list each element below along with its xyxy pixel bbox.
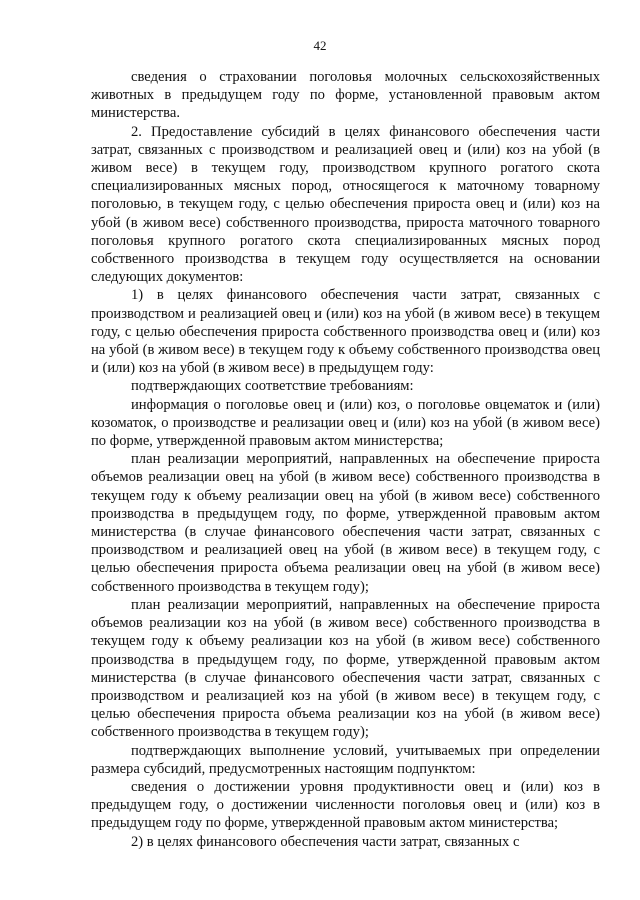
paragraph-requirements-intro: подтверждающих соответствие требованиям: <box>131 378 414 395</box>
page-number: 42 <box>313 38 327 53</box>
paragraph-goat-plan: план реализации мероприятий, направленных на обеспечение прироста объемов реализации коз на убой (в живом весе) собственного производства в текущем году к объему реализации коз на убой (в живом весе) собственного производства в предыдущем году, по форме, утвержденной правовым актом министерства (в случае финансового обеспечения части затрат, связанных с производством и реализацией коз на убой (в живом весе) в текущем году, с целью обеспечения прироста объема реализации коз на убой (в живом весе) собственного производства в текущем году); <box>91 596 600 741</box>
paragraph-subsection-2: 2) в целях финансового обеспечения части затрат, связанных с <box>131 833 520 850</box>
document-body <box>91 68 600 851</box>
paragraph-livestock-info: информация о поголовье овец и (или) коз, о поголовье овцематок и (или) козоматок, о производстве и реализации овец и (или) коз на убой (в живом весе) по форме, утвержденной правовым актом министерства; <box>91 396 600 450</box>
paragraph-section-2: 2. Предоставление субсидий в целях финансового обеспечения части затрат, связанных с производством и реализацией овец и (или) коз на убой (в живом весе) в текущем году, производством крупного рогатого скота специализированных мясных пород, относящегося к маточному товарному поголовью, в текущем году, с целью обеспечения прироста овец и (или) коз на убой (в живом весе) собственного производства, прироста маточного товарного поголовья крупного рогатого скота специализированных мясных пород собственного производства в текущем году осуществляется на основании следующих документов: <box>91 123 600 286</box>
paragraph-sheep-plan: план реализации мероприятий, направленных на обеспечение прироста объемов реализации овец на убой (в живом весе) собственного производства в текущем году к объему реализации овец на убой (в живом весе) собственного производства в предыдущем году, по форме, утвержденной правовым актом министерства (в случае финансового обеспечения части затрат, связанных с производством и реализацией овец на убой (в живом весе) в текущем году, с целью обеспечения прироста объема реализации овец на убой (в живом весе) собственного производства в текущем году); <box>91 451 600 595</box>
paragraph-productivity-info: сведения о достижении уровня продуктивности овец и (или) коз в предыдущем году, о достижении численности поголовья овец и (или) коз в предыдущем году по форме, утвержденной правовым актом министерства; <box>91 778 600 832</box>
paragraph-livestock-insurance: сведения о страховании поголовья молочных сельскохозяйственных животных в предыдущем году по форме, установленной правовым актом министерства. <box>91 69 600 122</box>
paragraph-subsection-1: 1) в целях финансового обеспечения части затрат, связанных с производством и реализацией овец и (или) коз на убой (в живом весе) в текущем году, с целью обеспечения прироста собственного производства овец и (или) коз на убой (в живом весе) в текущем году к объему собственного производства овец и (или) коз на убой (в живом весе) в предыдущем году: <box>91 287 600 377</box>
paragraph-conditions-intro: подтверждающих выполнение условий, учитываемых при определении размера субсидий, предусмотренных настоящим подпунктом: <box>91 742 600 777</box>
